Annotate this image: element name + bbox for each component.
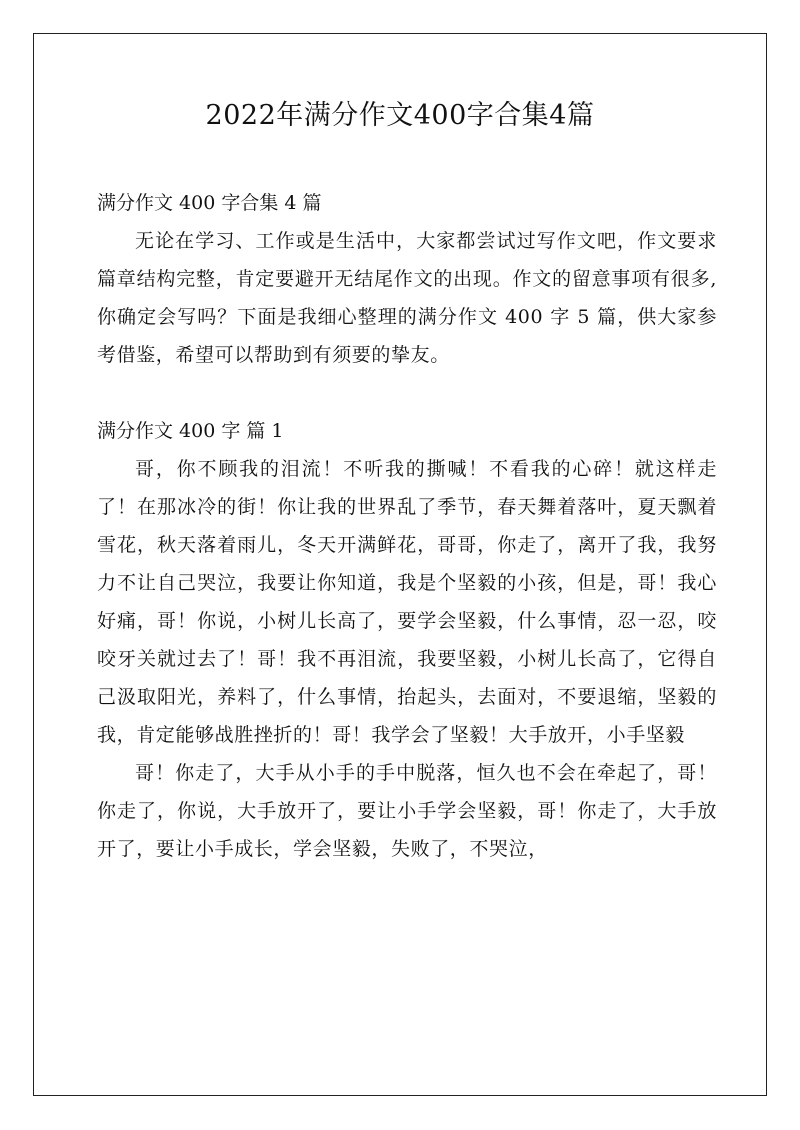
section-1-heading: 满分作文 400 字 篇 1 [97,420,284,442]
section-spacer [97,374,717,412]
intro-heading: 满分作文 400 字合集 4 篇 [97,192,322,214]
document-body [97,184,717,868]
document-title: 2022年满分作文400字合集4篇 [205,100,595,131]
section-1-paragraph-2: 哥！你走了，大手从小手的手中脱落，恒久也不会在牵起了，哥！你走了，你说，大手放开了，要让小手学会坚毅，哥！你走了，大手放开了，要让小手成长，学会坚毅，失败了，不哭泣， [97,762,717,860]
intro-paragraph: 无论在学习、工作或是生活中，大家都尝试过写作文吧，作文要求篇章结构完整，肯定要避开无结尾作文的出现。作文的留意事项有很多,你确定会写吗？下面是我细心整理的满分作文 400 字 5 篇，供大家参考借鉴，希望可以帮助到有须要的挚友。 [97,230,717,366]
section-1-paragraph-1: 哥，你不顾我的泪流！不听我的撕喊！不看我的心碎！就这样走了！在那冰冷的街！你让我的世界乱了季节，春天舞着落叶，夏天飘着雪花，秋天落着雨儿，冬天开满鲜花，哥哥，你走了，离开了我，我努力不让自己哭泣，我要让你知道，我是个坚毅的小孩，但是，哥！我心好痛，哥！你说，小树儿长高了，要学会坚毅，什么事情，忍一忍，咬咬牙关就过去了！哥！我不再泪流，我要坚毅，小树儿长高了，它得自己汲取阳光，养料了，什么事情，抬起头，去面对，不要退缩，坚毅的我，肯定能够战胜挫折的！哥！我学会了坚毅！大手放开，小手坚毅 [97,458,717,746]
